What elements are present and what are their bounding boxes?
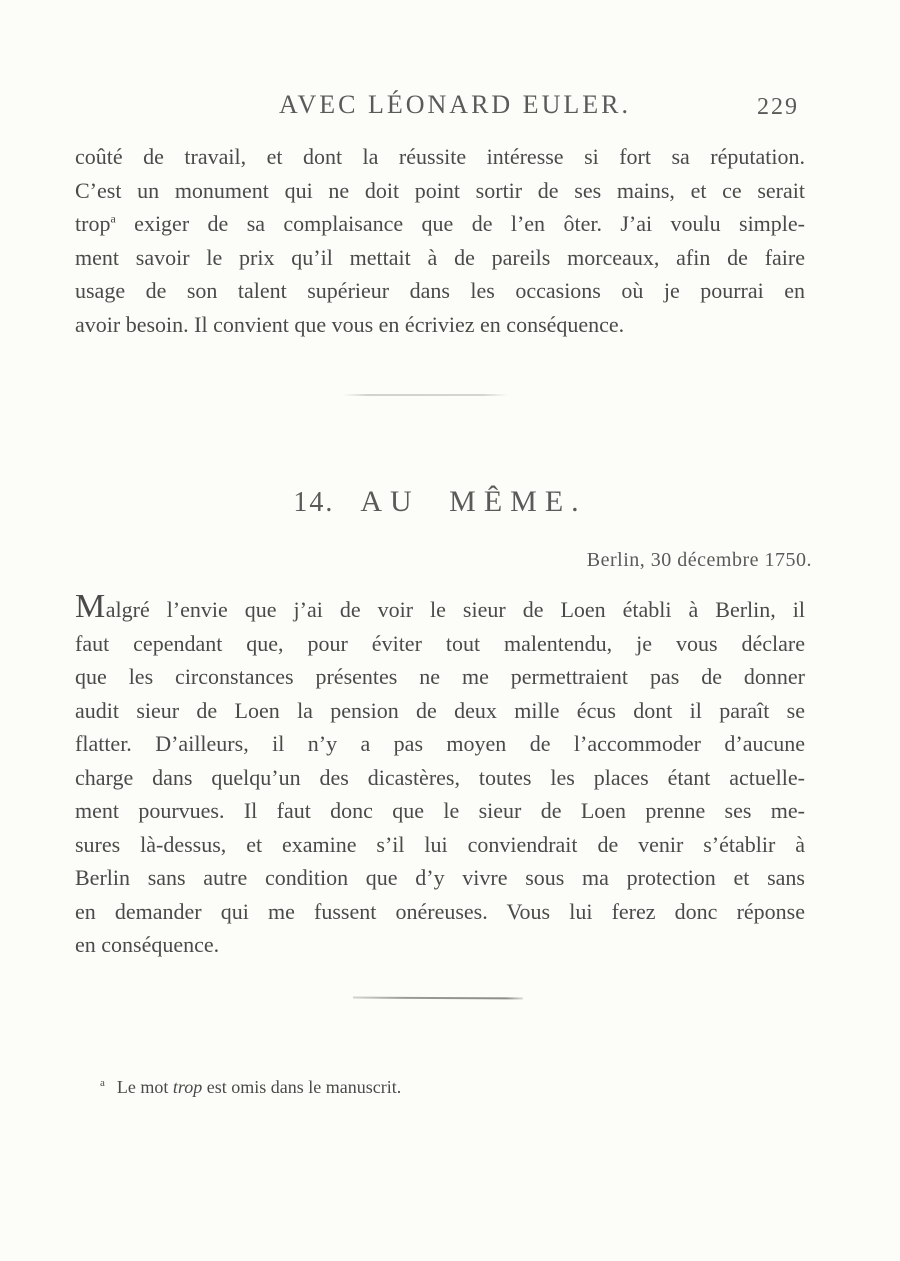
page-number: 229 xyxy=(757,94,799,120)
text-line: trop$^a$ exiger de sa complaisance que de l’en ôter. J’ai voulu simple- xyxy=(75,211,805,236)
footnote-marker: a xyxy=(100,1077,105,1089)
text-line: coûté de travail, et dont la réussite intéresse si fort sa réputation. xyxy=(75,144,805,169)
footnote-divider xyxy=(353,997,523,1000)
enlarged-initial: M xyxy=(75,588,106,625)
page-header xyxy=(75,88,805,122)
text-line: faut cependant que, pour éviter tout malentendu, je vous déclare xyxy=(75,630,805,656)
text-line: en conséquence. xyxy=(75,932,220,957)
letter-closing-paragraph xyxy=(75,140,805,341)
letter-number: 14. xyxy=(293,487,335,518)
text-line: audit sieur de Loen la pension de deux mille écus dont il paraît se xyxy=(75,697,805,723)
text-line: Malgré l’envie que j’ai de voir le sieur de Loen établi à Berlin, il xyxy=(75,588,805,625)
text-line: usage de son talent supérieur dans les occasions où je pourrai en xyxy=(75,278,805,303)
text-line: sures là-dessus, et examine s’il lui conviendrait de venir s’établir à xyxy=(75,831,805,857)
text-line: C’est un monument qui ne doit point sortir de ses mains, et ce serait xyxy=(75,177,805,203)
text-line: Berlin sans autre condition que d’y vivre sous ma protection et sans xyxy=(75,865,805,890)
letter-dateline: Berlin, 30 décembre 1750. xyxy=(586,549,812,571)
letter-body-paragraph xyxy=(75,588,805,962)
running-header: AVEC LÉONARD EULER. xyxy=(279,90,631,119)
footnote-marker: a xyxy=(110,211,116,226)
letter-heading xyxy=(75,482,805,523)
text-line: charge dans quelqu’un des dicastères, toutes les places étant actuelle- xyxy=(75,764,805,790)
text-line: flatter. D’ailleurs, il n’y a pas moyen de l’accommoder d’aucune xyxy=(75,731,805,756)
section-divider xyxy=(343,394,508,396)
footnote xyxy=(100,1070,700,1100)
italic-word: trop xyxy=(172,1077,203,1097)
text-line: $^a$ Le mot trop est omis dans le manuscrit. xyxy=(100,1077,402,1097)
text-line: que les circonstances présentes ne me permettraient pas de donner xyxy=(75,664,805,689)
text-line: avoir besoin. Il convient que vous en écriviez en conséquence. xyxy=(75,311,625,337)
text-line: ment pourvues. Il faut donc que le sieur de Loen prenne ses me- xyxy=(75,798,805,823)
text-line: ment savoir le prix qu’il mettait à de pareils morceaux, afin de faire xyxy=(75,244,805,270)
text-line: en demander qui me fussent onéreuses. Vous lui ferez donc réponse xyxy=(75,898,805,924)
letter-title: AU MÊME. xyxy=(360,485,587,518)
